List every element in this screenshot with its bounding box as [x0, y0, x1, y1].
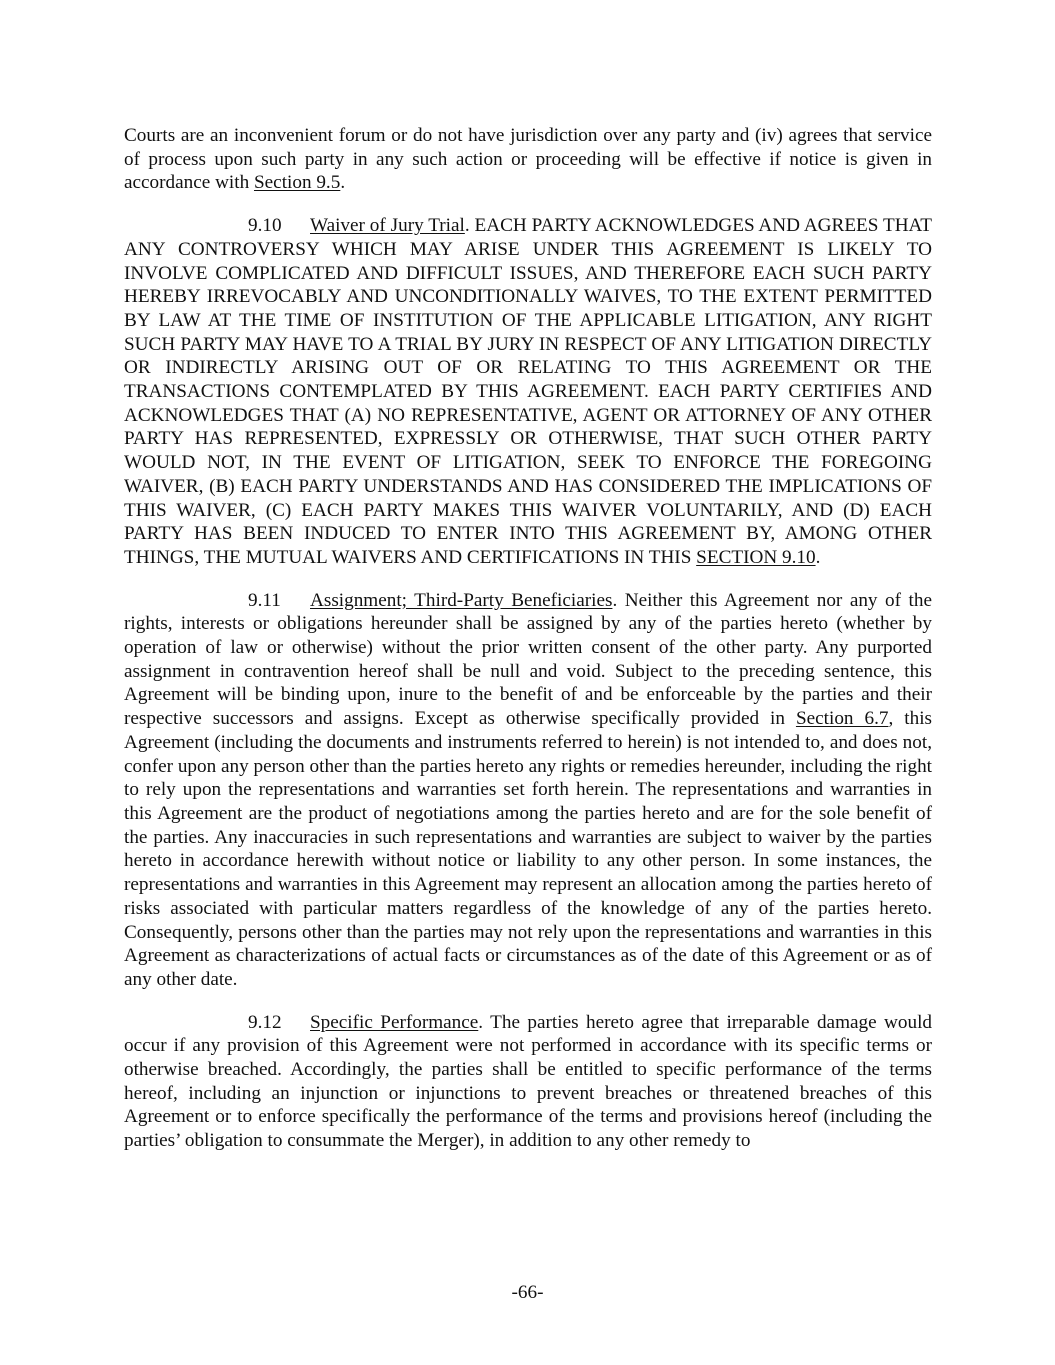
- page-number: -66-: [511, 1282, 544, 1303]
- section-body-end: , this Agreement (including the documents and instruments referred to herein) is not intended to, and does not, confer upon any person other than the parties hereto any rights or remedies hereunder, including the right to rely upon the representations and warranties set forth herein. The representations and warranties in this Agreement are the product of negotiations among the parties hereto and are for the sole benefit of the parties. Any inaccuracies in such representations and warranties are subject to waiver by the parties hereto in accordance herewith without notice or liability to any other person. In some instances, the representations and warranties in this Agreement may represent an allocation among the parties hereto of risks associated with particular matters regardless of the knowledge of any of the parties hereto. Consequently, persons other than the parties may not rely upon the representations and warranties in this Agreement as characterizations of actual facts or circumstances as of the date of this Agreement or as of any other date.: [124, 708, 932, 990]
- continuation-end: .: [340, 172, 346, 194]
- continuation-paragraph: [124, 124, 932, 195]
- section-heading: Assignment; Third-Party Beneficiaries: [310, 589, 613, 611]
- section-body: The parties hereto agree that irreparable damage would occur if any provision of this Agreement were not performed in accordance with its specific terms or otherwise breached. Accordingly, the parties shall be entitled to specific performance of the terms hereof, including an injunction or injunctions to prevent breaches or threatened breaches of this Agreement or to enforce specifically the performance of the terms and provisions hereof (including the parties’ obligation to consummate the Merger), in addition to any other remedy to: [124, 1011, 932, 1152]
- section-number: 9.12: [248, 1011, 282, 1033]
- document-page: [124, 124, 932, 1172]
- section-number: 9.11: [248, 589, 281, 611]
- heading-punct: .: [478, 1011, 491, 1033]
- section-6-7-reference[interactable]: Section 6.7: [795, 708, 889, 730]
- section-9-10-reference[interactable]: SECTION 9.10: [696, 546, 816, 568]
- section-body-end: .: [815, 546, 821, 568]
- section-body: EACH PARTY ACKNOWLEDGES AND AGREES THAT ANY CONTROVERSY WHICH MAY ARISE UNDER THIS AGREEMENT IS LIKELY TO INVOLVE COMPLICATED AND DIFFICULT ISSUES, AND THEREFORE EACH SUCH PARTY HEREBY IRREVOCABLY AND UNCONDITIONALLY WAIVES, TO THE EXTENT PERMITTED BY LAW AT THE TIME OF INSTITUTION OF THE APPLICABLE LITIGATION, ANY RIGHT SUCH PARTY MAY HAVE TO A TRIAL BY JURY IN RESPECT OF ANY LITIGATION DIRECTLY OR INDIRECTLY ARISING OUT OF OR RELATING TO THIS AGREEMENT OR THE TRANSACTIONS CONTEMPLATED BY THIS AGREEMENT. EACH PARTY CERTIFIES AND ACKNOWLEDGES THAT (A) NO REPRESENTATIVE, AGENT OR ATTORNEY OF ANY OTHER PARTY HAS REPRESENTED, EXPRESSLY OR OTHERWISE, THAT SUCH OTHER PARTY WOULD NOT, IN THE EVENT OF LITIGATION, SEEK TO ENFORCE THE FOREGOING WAIVER, (B) EACH PARTY UNDERSTANDS AND HAS CONSIDERED THE IMPLICATIONS OF THIS WAIVER, (C) EACH PARTY MAKES THIS WAIVER VOLUNTARILY, AND (D) EACH PARTY HAS BEEN INDUCED TO ENTER INTO THIS AGREEMENT BY, AMONG OTHER THINGS, THE MUTUAL WAIVERS AND CERTIFICATIONS IN THIS: [124, 215, 932, 568]
- continuation-text: Courts are an inconvenient forum or do not have jurisdiction over any party and (iv) agrees that service of process upon such party in any such action or proceeding will be effective if notice is given in accordance with: [124, 125, 932, 194]
- section-9-11-paragraph: [124, 589, 932, 992]
- heading-punct: .: [612, 589, 625, 611]
- section-9-5-reference[interactable]: Section 9.5: [253, 172, 341, 194]
- section-number: 9.10: [248, 215, 282, 237]
- section-body: Neither this Agreement nor any of the rights, interests or obligations hereunder shall be assigned by any of the parties hereto (whether by operation of law or otherwise) without the prior written consent of the other party. Any purported assignment in contravention hereof shall be null and void. Subject to the preceding sentence, this Agreement will be binding upon, inure to the benefit of and be enforceable by the parties and their respective successors and assigns. Except as otherwise specifically provided in: [124, 589, 932, 730]
- section-9-12-paragraph: [124, 1011, 932, 1153]
- section-heading: Waiver of Jury Trial: [310, 215, 465, 237]
- section-9-10-paragraph: [124, 214, 932, 570]
- heading-punct: .: [464, 215, 475, 237]
- section-heading: Specific Performance: [310, 1011, 479, 1033]
